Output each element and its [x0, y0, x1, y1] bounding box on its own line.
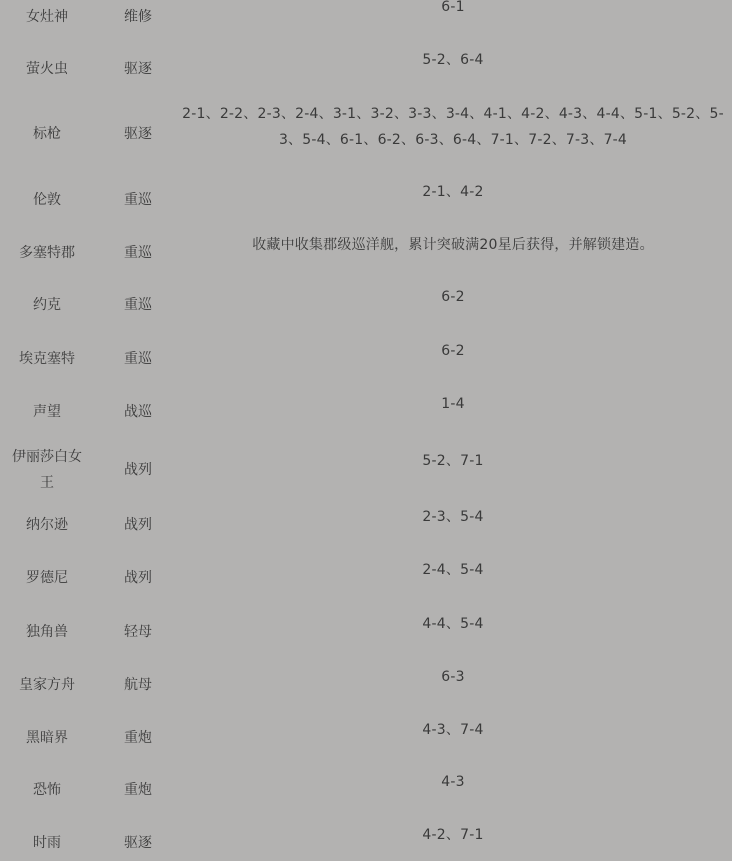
- drop-locations: 1-4: [441, 396, 465, 412]
- drop-locations: 5-2、7-1: [422, 453, 484, 469]
- ship-name: 多塞特郡: [19, 245, 75, 261]
- drop-locations: 6-2: [441, 343, 465, 359]
- table-row: [0, 508, 732, 542]
- drop-locations: 收藏中收集郡级巡洋舰，累计突破满20星后获得，并解锁建造。: [252, 237, 654, 253]
- table-row: [0, 668, 732, 702]
- ship-name: 独角兽: [26, 624, 68, 640]
- table-row: [0, 0, 732, 34]
- ship-type: 维修: [124, 9, 152, 25]
- table-row: [0, 98, 732, 170]
- drop-locations: 2-1、4-2: [422, 184, 484, 200]
- ship-name: 伦敦: [33, 192, 61, 208]
- ship-name: 女灶神: [26, 9, 68, 25]
- ship-name: 伊丽莎白女王: [12, 449, 82, 491]
- table-row: [0, 183, 732, 217]
- ship-type: 战巡: [124, 404, 152, 420]
- drop-locations: 4-4、5-4: [422, 616, 484, 632]
- table-row: [0, 615, 732, 649]
- ship-name: 约克: [33, 297, 61, 313]
- ship-type: 轻母: [124, 624, 152, 640]
- ship-type: 重巡: [124, 245, 152, 261]
- table-row: [0, 52, 732, 86]
- ship-type: 重炮: [124, 730, 152, 746]
- ship-type: 重巡: [124, 351, 152, 367]
- table-row: [0, 773, 732, 807]
- ship-type: 航母: [124, 677, 152, 693]
- table-row: [0, 236, 732, 270]
- ship-name: 萤火虫: [26, 61, 68, 77]
- drop-locations: 2-3、5-4: [422, 509, 484, 525]
- table-row: [0, 826, 732, 860]
- table-row: [0, 444, 732, 496]
- drop-locations: 4-3、7-4: [422, 722, 484, 738]
- ship-type: 战列: [124, 462, 152, 478]
- drop-locations: 4-3: [441, 774, 465, 790]
- ship-name: 声望: [33, 404, 61, 420]
- ship-name: 埃克塞特: [19, 351, 75, 367]
- ship-type: 重巡: [124, 297, 152, 313]
- ship-name: 黑暗界: [26, 730, 68, 746]
- table-row: [0, 288, 732, 322]
- ship-type: 驱逐: [124, 126, 152, 142]
- ship-type: 驱逐: [124, 835, 152, 851]
- drop-locations: 2-4、5-4: [422, 562, 484, 578]
- drop-locations: 4-2、7-1: [422, 827, 484, 843]
- drop-locations: 5-2、6-4: [422, 52, 484, 68]
- table-row: [0, 721, 732, 755]
- ship-name: 标枪: [33, 126, 61, 142]
- ship-type: 重巡: [124, 192, 152, 208]
- ship-name: 时雨: [33, 835, 61, 851]
- ship-name: 罗德尼: [26, 570, 68, 586]
- drop-locations: 6-1: [441, 0, 465, 15]
- ship-type: 战列: [124, 517, 152, 533]
- drop-locations: 6-2: [441, 289, 465, 305]
- ship-type: 驱逐: [124, 61, 152, 77]
- ship-name: 皇家方舟: [19, 677, 75, 693]
- table-row: [0, 342, 732, 376]
- ship-type: 战列: [124, 570, 152, 586]
- table-row: [0, 561, 732, 595]
- ship-name: 恐怖: [33, 782, 61, 798]
- drop-locations: 2-1、2-2、2-3、2-4、3-1、3-2、3-3、3-4、4-1、4-2、4-3、4-4、5-1、5-2、5-3、5-4、6-1、6-2、6-3、6-4、7-1、7-2、7-3、7-4: [182, 106, 724, 148]
- drop-locations: 6-3: [441, 669, 465, 685]
- ship-type: 重炮: [124, 782, 152, 798]
- table-row: [0, 395, 732, 429]
- ship-name: 纳尔逊: [26, 517, 68, 533]
